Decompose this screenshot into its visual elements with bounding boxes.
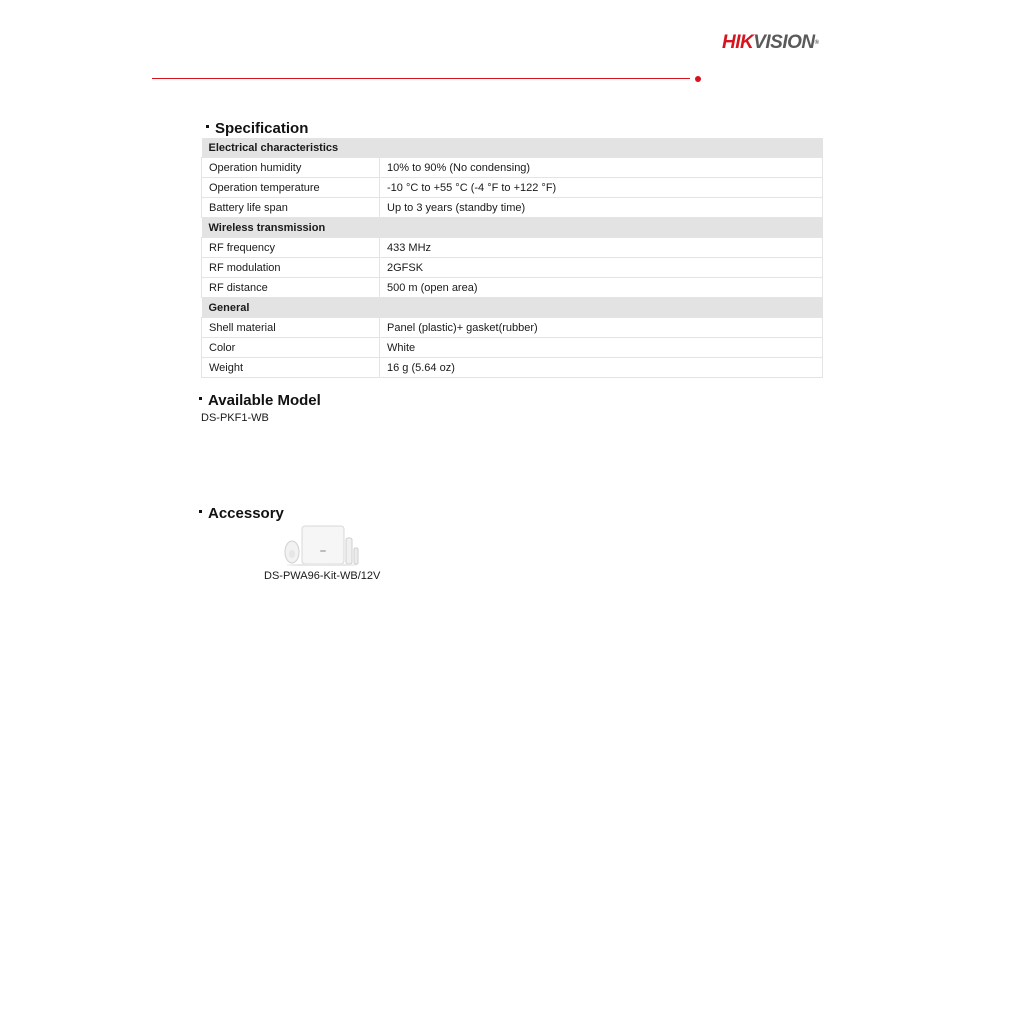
spec-label: RF modulation [202, 258, 380, 278]
specification-title: Specification [215, 120, 309, 137]
spec-value: Up to 3 years (standby time) [380, 198, 823, 218]
bullet-icon [199, 397, 202, 400]
alarm-kit-product-image [282, 524, 362, 566]
spec-row [202, 358, 823, 378]
spec-label: Shell material [202, 318, 380, 338]
accessory-title: Accessory [208, 505, 284, 522]
spec-group-label: General [202, 298, 823, 318]
spec-group-row [202, 138, 823, 158]
header-divider-dot [695, 76, 701, 82]
logo-vision: VISION [753, 32, 815, 53]
specification-table [201, 138, 823, 378]
spec-row [202, 258, 823, 278]
spec-row [202, 278, 823, 298]
available-model-heading [199, 392, 321, 410]
spec-group-row [202, 218, 823, 238]
spec-value: 500 m (open area) [380, 278, 823, 298]
spec-group-label: Electrical characteristics [202, 138, 823, 158]
logo-hik: HIK [722, 32, 754, 53]
hikvision-logo [722, 33, 819, 53]
spec-row [202, 178, 823, 198]
spec-group-label: Wireless transmission [202, 218, 823, 238]
spec-row [202, 338, 823, 358]
logo-registered-mark: ® [814, 40, 819, 46]
spec-label: RF distance [202, 278, 380, 298]
spec-value: 10% to 90% (No condensing) [380, 158, 823, 178]
accessory-heading [199, 505, 284, 523]
spec-label: Operation temperature [202, 178, 380, 198]
available-model-title: Available Model [208, 392, 321, 409]
spec-row [202, 318, 823, 338]
spec-value: 2GFSK [380, 258, 823, 278]
spec-value: -10 °C to +55 °C (-4 °F to +122 °F) [380, 178, 823, 198]
spec-label: RF frequency [202, 238, 380, 258]
model-number: DS-PKF1-WB [201, 412, 269, 424]
spec-value: Panel (plastic)+ gasket(rubber) [380, 318, 823, 338]
spec-label: Battery life span [202, 198, 380, 218]
accessory-model-label: DS-PWA96-Kit-WB/12V [264, 570, 381, 582]
spec-label: Weight [202, 358, 380, 378]
specification-heading [206, 120, 308, 138]
spec-value: 16 g (5.64 oz) [380, 358, 823, 378]
spec-row [202, 198, 823, 218]
spec-label: Color [202, 338, 380, 358]
bullet-icon [206, 125, 209, 128]
spec-value: White [380, 338, 823, 358]
spec-value: 433 MHz [380, 238, 823, 258]
spec-group-row [202, 298, 823, 318]
bullet-icon [199, 510, 202, 513]
spec-row [202, 238, 823, 258]
spec-row [202, 158, 823, 178]
header-divider [152, 78, 690, 79]
spec-label: Operation humidity [202, 158, 380, 178]
